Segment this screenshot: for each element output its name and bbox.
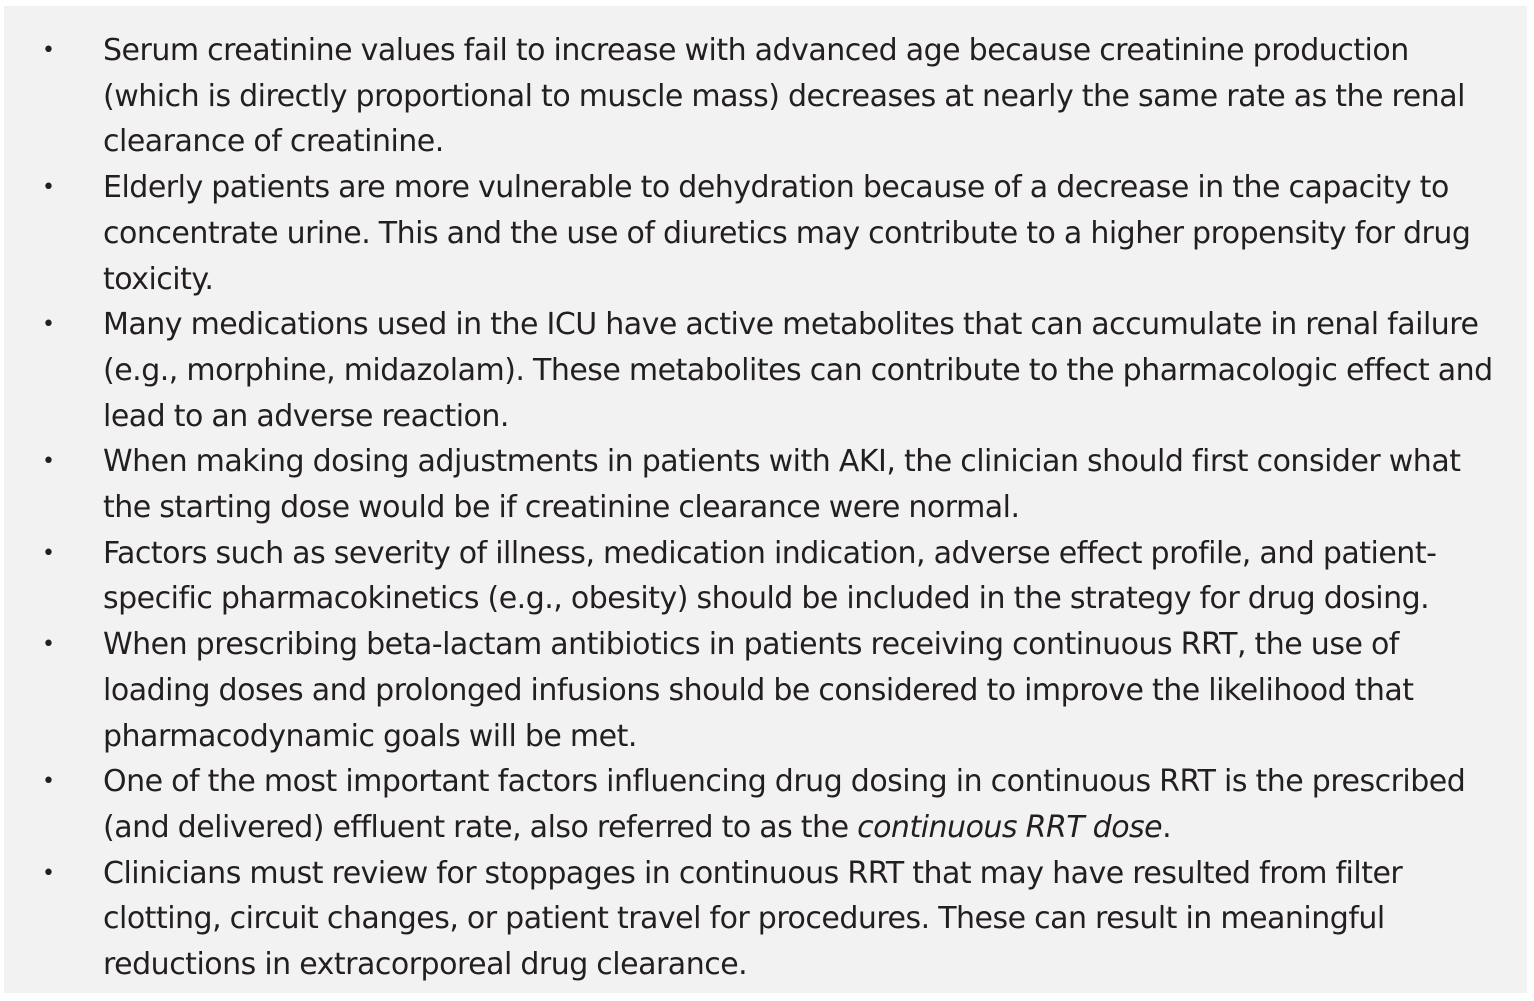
bullet-icon: •	[42, 312, 55, 338]
bullet-text: Serum creatinine values fail to increase with advanced age because creatinine production (which is directly proportional to muscle mass) decreases at nearly the same rate as the renal clearance of creatinine.	[103, 33, 1465, 160]
bullet-text: Many medications used in the ICU have active metabolites that can accumulate in renal failure (e.g., morphine, midazolam). These metabolites can contribute to the pharmacologic effect and lead to an adverse reaction.	[103, 307, 1493, 434]
list-item	[4, 165, 1527, 302]
bullet-icon: •	[42, 175, 55, 201]
list-item	[4, 851, 1527, 988]
bullet-text-lead: One of the most important factors influencing drug dosing in continuous RRT is the prescribed (and delivered) effluent rate, also referred to as the	[103, 764, 1466, 845]
bullet-icon: •	[42, 449, 55, 475]
bullet-list	[4, 28, 1527, 988]
bullet-icon: •	[42, 38, 55, 63]
bullet-icon: •	[42, 632, 55, 658]
bullet-text-tail: .	[1162, 809, 1172, 845]
bullet-text	[103, 764, 1465, 845]
bullet-icon: •	[42, 540, 55, 566]
bullet-text: When prescribing beta-lactam antibiotics in patients receiving continuous RRT, the use of loading doses and prolonged infusions should be considered to improve the likelihood that pharmacodynamic goals will be met.	[103, 627, 1414, 754]
list-item	[4, 302, 1527, 439]
list-item	[4, 759, 1527, 850]
bullet-text: Clinicians must review for stoppages in continuous RRT that may have resulted from filter clotting, circuit changes, or patient travel for procedures. These can result in meaningful reductions in extracorporeal drug clearance.	[103, 855, 1403, 983]
bullet-text: Elderly patients are more vulnerable to dehydration because of a decrease in the capacity to concentrate urine. This and the use of diuretics may contribute to a higher propensity for drug toxicity.	[103, 170, 1471, 297]
list-item	[4, 28, 1527, 165]
bullet-text-emphasis: continuous RRT dose	[857, 809, 1163, 845]
list-item	[4, 439, 1527, 530]
key-points-panel	[4, 6, 1527, 993]
bullet-icon: •	[42, 860, 55, 886]
bullet-text: Factors such as severity of illness, medication indication, adverse effect profile, and patient-specific pharmacokinetics (e.g., obesity) should be included in the strategy for drug dosing.	[103, 535, 1437, 617]
list-item	[4, 622, 1527, 759]
list-item	[4, 531, 1527, 622]
bullet-icon: •	[42, 769, 55, 795]
bullet-text: When making dosing adjustments in patients with AKI, the clinician should first consider what the starting dose would be if creatinine clearance were normal.	[103, 444, 1461, 526]
